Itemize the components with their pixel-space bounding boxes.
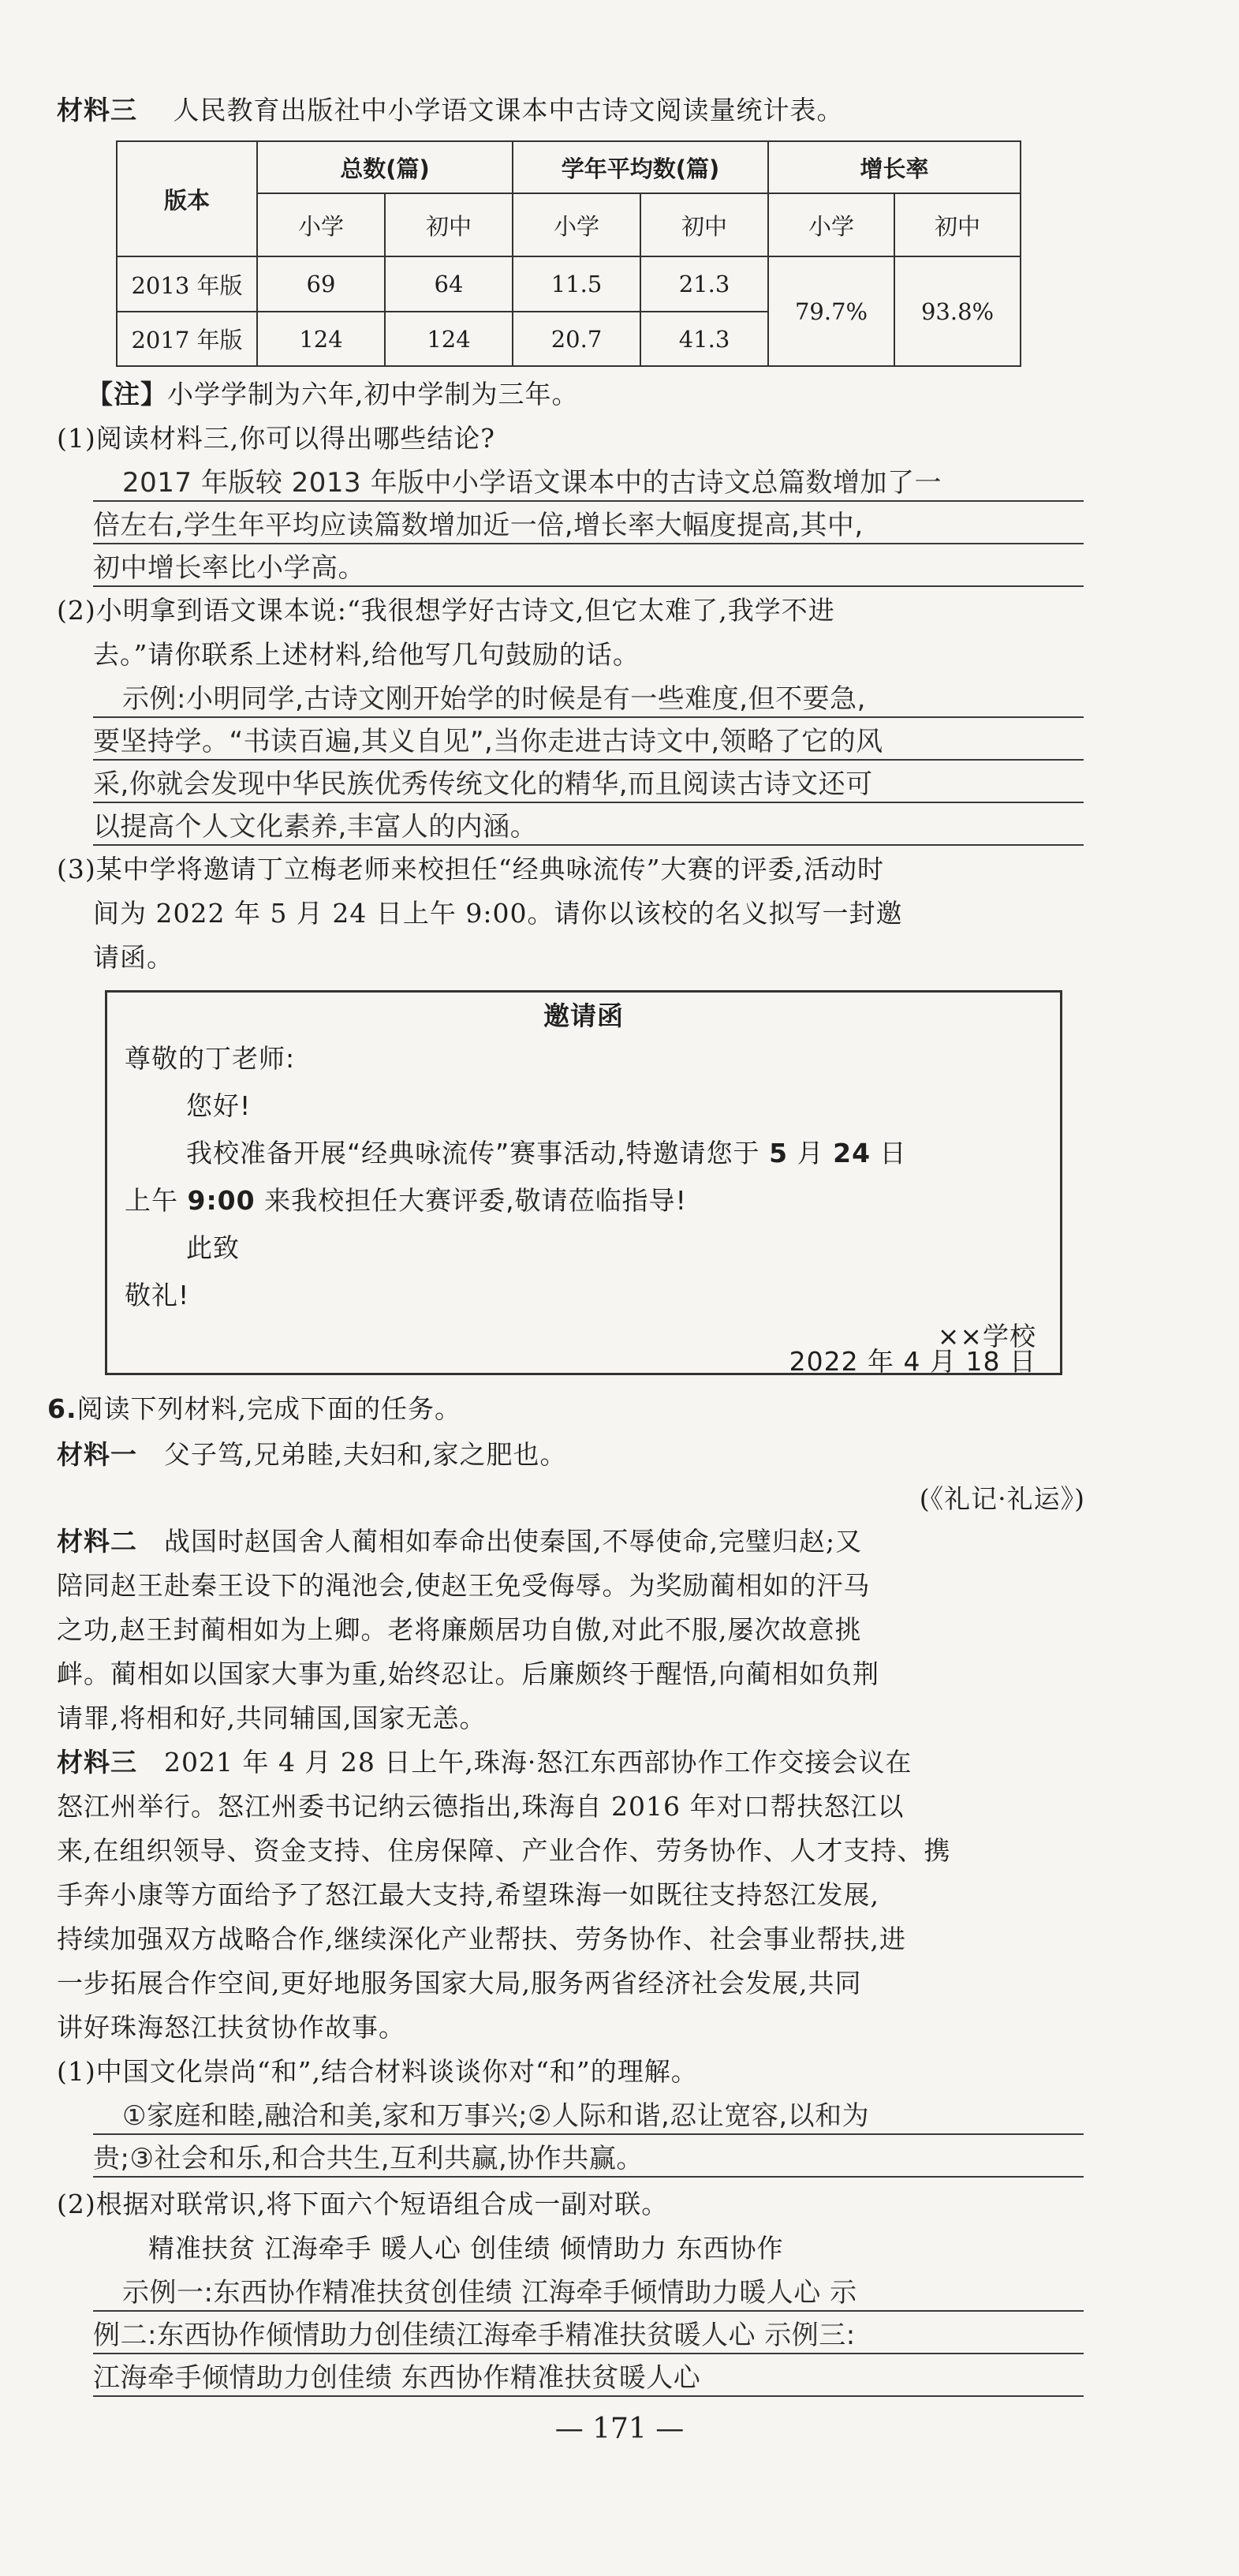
- answer-line: ①家庭和睦,融洽和美,家和万事兴;②人际和谐,忍让宽容,以和为: [122, 2100, 870, 2132]
- material1-source: (《礼记·礼运》): [919, 1483, 1085, 1514]
- material1-line: [57, 1438, 566, 1472]
- note-text: 小学学制为六年,初中学制为三年。: [167, 379, 579, 409]
- question-3-line: 请函。: [93, 942, 174, 973]
- version-cell: 2017 年版: [117, 312, 257, 366]
- letter-title: 邀请函: [543, 1000, 624, 1031]
- material3b-text: 怒江州举行。怒江州委书记纳云德指出,珠海自 2016 年对口帮扶怒江以: [57, 1791, 905, 1822]
- table-cell: 69: [257, 256, 385, 312]
- header-average: 学年平均数(篇): [513, 141, 768, 193]
- table-cell: 124: [385, 312, 513, 366]
- material3b-text: 讲好珠海怒江扶贫协作故事。: [57, 2012, 405, 2043]
- material3-line: [57, 93, 844, 128]
- header-total: 总数(篇): [257, 141, 513, 193]
- answer-line: 示例一:东西协作精准扶贫创佳绩 江海牵手倾情助力暖人心 示: [122, 2277, 857, 2309]
- growth-primary-cell: 79.7%: [768, 256, 894, 366]
- material3b-text: 手奔小康等方面给予了怒江最大支持,希望珠海一如既往支持怒江发展,: [57, 1879, 879, 1910]
- question-3-line: 间为 2022 年 5 月 24 日上午 9:00。请你以该校的名义拟写一封邀: [93, 898, 903, 929]
- subheader-junior: 初中: [640, 193, 768, 256]
- material3-title: 人民教育出版社中小学语文课本中古诗文阅读量统计表。: [173, 95, 844, 125]
- letter-text: 上午: [125, 1185, 188, 1216]
- question-1: (1)阅读材料三,你可以得出哪些结论?: [57, 423, 495, 454]
- letter-text: 日: [871, 1138, 907, 1168]
- table-cell: 124: [257, 312, 385, 366]
- answer-line: 示例:小明同学,古诗文刚开始学的时候是有一些难度,但不要急,: [122, 683, 866, 715]
- material2-text: 衅。蔺相如以国家大事为重,始终忍让。后廉颇终于醒悟,向蔺相如负荆: [57, 1658, 879, 1689]
- material2-label: 材料二: [57, 1526, 137, 1557]
- question-2-line: (2)小明拿到语文课本说:“我很想学好古诗文,但它太难了,我学不进: [57, 595, 835, 626]
- question-number: 6.: [47, 1393, 77, 1424]
- subheader-junior: 初中: [894, 193, 1021, 256]
- answer-line: 以提高个人文化素养,丰富人的内涵。: [93, 811, 538, 843]
- table-row: [117, 256, 1021, 312]
- letter-greeting: 您好!: [186, 1090, 252, 1121]
- letter-date: 2022 年 4 月 18 日: [789, 1346, 1036, 1377]
- answer-line: 初中增长率比小学高。: [93, 552, 365, 584]
- material3b-label: 材料三: [57, 1747, 137, 1778]
- subheader-primary: 小学: [768, 193, 894, 256]
- version-cell: 2013 年版: [117, 256, 257, 312]
- table-cell: 11.5: [513, 256, 640, 312]
- subheader-primary: 小学: [513, 193, 640, 256]
- material1-text: 父子笃,兄弟睦,夫妇和,家之肥也。: [164, 1439, 567, 1470]
- question-6-intro: [47, 1392, 461, 1426]
- material2-text: 战国时赵国舍人蔺相如奉命出使秦国,不辱使命,完璧归赵;又: [164, 1526, 863, 1557]
- table-cell: 41.3: [640, 312, 768, 366]
- letter-body-line: [186, 1136, 907, 1171]
- reading-stats-table: [116, 140, 1021, 367]
- answer-line: 贵;③社会和乐,和合共生,互利共赢,协作共赢。: [93, 2143, 644, 2174]
- material2-text: 请罪,将相和好,共同辅国,国家无恙。: [57, 1703, 487, 1733]
- answer-line: 要坚持学。“书读百遍,其义自见”,当你走进古诗文中,领略了它的风: [93, 726, 883, 757]
- letter-salutation: 尊敬的丁老师:: [125, 1043, 296, 1074]
- letter-closing: 敬礼!: [125, 1280, 190, 1310]
- header-version: 版本: [117, 141, 257, 256]
- question-intro: 阅读下列材料,完成下面的任务。: [77, 1393, 461, 1424]
- material3b-text: 一步拓展合作空间,更好地服务国家大局,服务两省经济社会发展,共同: [57, 1968, 862, 1998]
- subheader-primary: 小学: [257, 193, 385, 256]
- material3b-text: 来,在组织领导、资金支持、住房保障、产业合作、劳务协作、人才支持、携: [57, 1835, 951, 1866]
- answer-line: 采,你就会发现中华民族优秀传统文化的精华,而且阅读古诗文还可: [93, 768, 873, 800]
- question-3-line: (3)某中学将邀请丁立梅老师来校担任“经典咏流传”大赛的评委,活动时: [57, 854, 884, 884]
- table-cell: 20.7: [513, 312, 640, 366]
- letter-body-line: [125, 1183, 687, 1218]
- table-note: [87, 377, 579, 412]
- answer-line: 2017 年版较 2013 年版中小学语文课本中的古诗文总篇数增加了一: [122, 467, 942, 499]
- letter-day: 24: [833, 1138, 871, 1168]
- question-2-line: 去。”请你联系上述材料,给他写几句鼓励的话。: [93, 639, 640, 670]
- material3-label: 材料三: [57, 95, 137, 125]
- letter-time: 9:00: [187, 1185, 256, 1216]
- material2-text: 之功,赵王封蔺相如为上卿。老将廉颇居功自傲,对此不服,屡次故意挑: [57, 1614, 862, 1645]
- letter-text: 来我校担任大赛评委,敬请莅临指导!: [255, 1185, 687, 1216]
- letter-sender: ××学校: [937, 1321, 1036, 1352]
- note-label: 【注】: [87, 379, 167, 409]
- invitation-letter-box: [105, 990, 1062, 1375]
- material1-label: 材料一: [57, 1439, 137, 1470]
- answer-line: 倍左右,学生年平均应读篇数增加近一倍,增长率大幅度提高,其中,: [93, 510, 864, 541]
- answer-line: 江海牵手倾情助力创佳绩 东西协作精准扶贫暖人心: [93, 2362, 701, 2394]
- page-number: — 171 —: [554, 2413, 685, 2445]
- table-cell: 64: [385, 256, 513, 312]
- table-cell: 21.3: [640, 256, 768, 312]
- letter-month: 5: [769, 1138, 789, 1168]
- material3b-text: 2021 年 4 月 28 日上午,珠海·怒江东西部协作工作交接会议在: [164, 1747, 912, 1778]
- material2-text: 陪同赵王赴秦王设下的渑池会,使赵王免受侮辱。为奖励蔺相如的汗马: [57, 1570, 871, 1601]
- subheader-junior: 初中: [385, 193, 513, 256]
- letter-closing: 此致: [186, 1232, 240, 1263]
- sub-question-2: (2)根据对联常识,将下面六个短语组合成一副对联。: [57, 2189, 669, 2219]
- sub-question-1: (1)中国文化崇尚“和”,结合材料谈谈你对“和”的理解。: [57, 2056, 698, 2087]
- material3b-text: 持续加强双方战略合作,继续深化产业帮扶、劳务协作、社会事业帮扶,进: [57, 1924, 906, 1954]
- letter-text: 我校准备开展“经典咏流传”赛事活动,特邀请您于: [186, 1138, 770, 1168]
- answer-line: 例二:东西协作倾情助力创佳绩江海牵手精准扶贫暖人心 示例三:: [93, 2320, 856, 2351]
- growth-junior-cell: 93.8%: [894, 256, 1021, 366]
- letter-text: 月: [788, 1138, 834, 1168]
- material3b-line: [57, 1745, 912, 1780]
- material2-line: [57, 1524, 862, 1559]
- phrase-list: 精准扶贫 江海牵手 暖人心 创佳绩 倾情助力 东西协作: [148, 2233, 784, 2264]
- header-growth: 增长率: [768, 141, 1021, 193]
